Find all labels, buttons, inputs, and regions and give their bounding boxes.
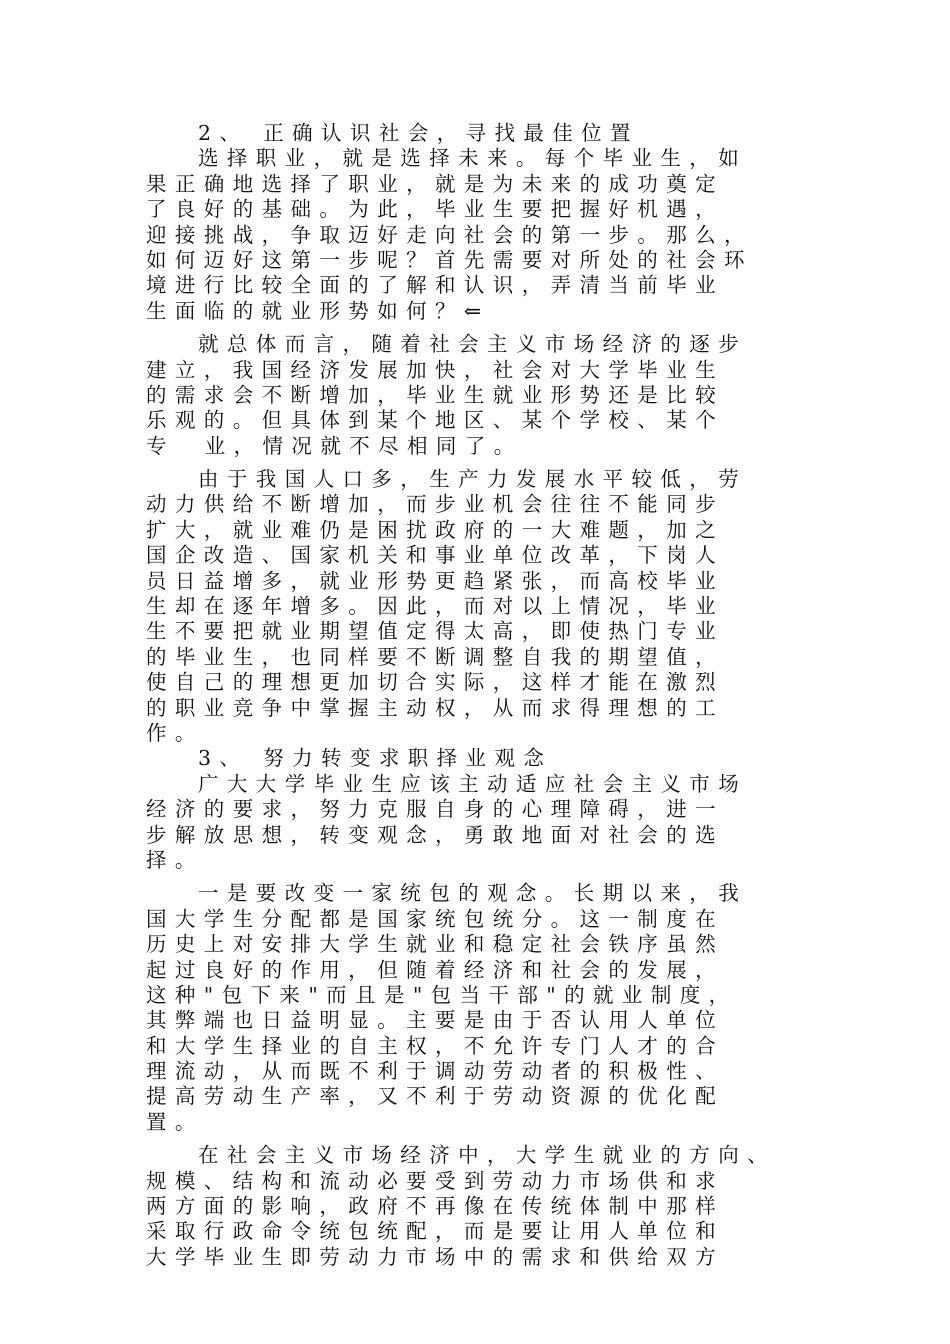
text-line: 生面临的就业形势如何？⇐ [146, 298, 490, 323]
text-line: 境进行比较全面的了解和认识，弄清当前毕业 [146, 273, 724, 298]
text-line: 如何迈好这第一步呢？首先需要对所处的社会环 [146, 247, 753, 272]
text-line: 广大大学毕业生应该主动适应社会主义市场 [198, 771, 748, 796]
text-line: 扩大，就业难仍是困扰政府的一大难题，加之 [146, 517, 724, 542]
text-line: 大学毕业生即劳动力市场中的需求和供给双方 [146, 1244, 724, 1269]
section-heading: 3、 努力转变求职择业观念 [198, 746, 553, 771]
text-line: 其弊端也日益明显。主要是由于否认用人单位 [146, 1008, 724, 1033]
text-line: 择。 [146, 847, 204, 872]
text-line: 这种"包下来"而且是"包当干部"的就业制度， [146, 982, 738, 1007]
text-line: 起过良好的作用，但随着经济和社会的发展， [146, 957, 724, 982]
text-line: 作。 [146, 720, 204, 745]
text-line: 置。 [146, 1109, 204, 1134]
text-line: 一是要改变一家统包的观念。长期以来，我 [198, 881, 748, 906]
text-line: 了良好的基础。为此，毕业生要把握好机遇， [146, 197, 724, 222]
text-line: 两方面的影响，政府不再像在传统体制中那样 [146, 1194, 724, 1219]
text-line: 理流动，从而既不利于调动劳动者的积极性、 [146, 1059, 724, 1084]
text-line: 和大学生择业的自主权，不允许专门人才的合 [146, 1033, 724, 1058]
text-line: 采取行政命令统包统配，而是要让用人单位和 [146, 1219, 724, 1244]
section-heading: 2、 正确认识社会，寻找最佳位置 [198, 121, 639, 145]
text-line: 动力供给不断增加，而步业机会往往不能同步 [146, 492, 724, 517]
text-line: 员日益增多，就业形势更趋紧张，而高校毕业 [146, 568, 724, 593]
text-line: 乐观的。但具体到某个地区、某个学校、某个 [146, 408, 724, 433]
text-line: 选择职业，就是选择未来。每个毕业生，如 [198, 146, 748, 171]
text-line: 步解放思想，转变观念，勇敢地面对社会的选 [146, 822, 724, 847]
document-body [146, 121, 836, 1270]
text-line: 提高劳动生产率，又不利于劳动资源的优化配 [146, 1084, 724, 1109]
text-line: 建立，我国经济发展加快，社会对大学毕业生 [146, 357, 724, 382]
text-line: 国企改造、国家机关和事业单位改革，下岗人 [146, 543, 724, 568]
text-line: 专 业，情况就不尽相同了。 [146, 433, 523, 458]
text-line: 的毕业生，也同样要不断调整自我的期望值， [146, 644, 724, 669]
text-line: 国大学生分配都是国家统包统分。这一制度在 [146, 906, 724, 931]
text-line: 在社会主义市场经济中，大学生就业的方向、 [198, 1143, 776, 1168]
text-line: 经济的要求，努力克服自身的心理障碍，进一 [146, 797, 724, 822]
text-line: 果正确地选择了职业，就是为未来的成功奠定 [146, 171, 724, 196]
text-line: 生却在逐年增多。因此，而对以上情况，毕业 [146, 594, 724, 619]
text-line: 规模、结构和流动必要受到劳动力市场供和求 [146, 1168, 724, 1193]
text-line: 就总体而言，随着社会主义市场经济的逐步 [198, 332, 748, 357]
text-line: 使自己的理想更加切合实际，这样才能在激烈 [146, 670, 724, 695]
text-line: 迎接挑战，争取迈好走向社会的第一步。那么， [146, 222, 753, 247]
text-line: 生不要把就业期望值定得太高，即使热门专业 [146, 619, 724, 644]
text-line: 的职业竞争中掌握主动权，从而求得理想的工 [146, 695, 724, 720]
text-line: 由于我国人口多，生产力发展水平较低，劳 [198, 467, 748, 492]
text-line: 的需求会不断增加，毕业生就业形势还是比较 [146, 382, 724, 407]
text-line: 历史上对安排大学生就业和稳定社会铁序虽然 [146, 932, 724, 957]
